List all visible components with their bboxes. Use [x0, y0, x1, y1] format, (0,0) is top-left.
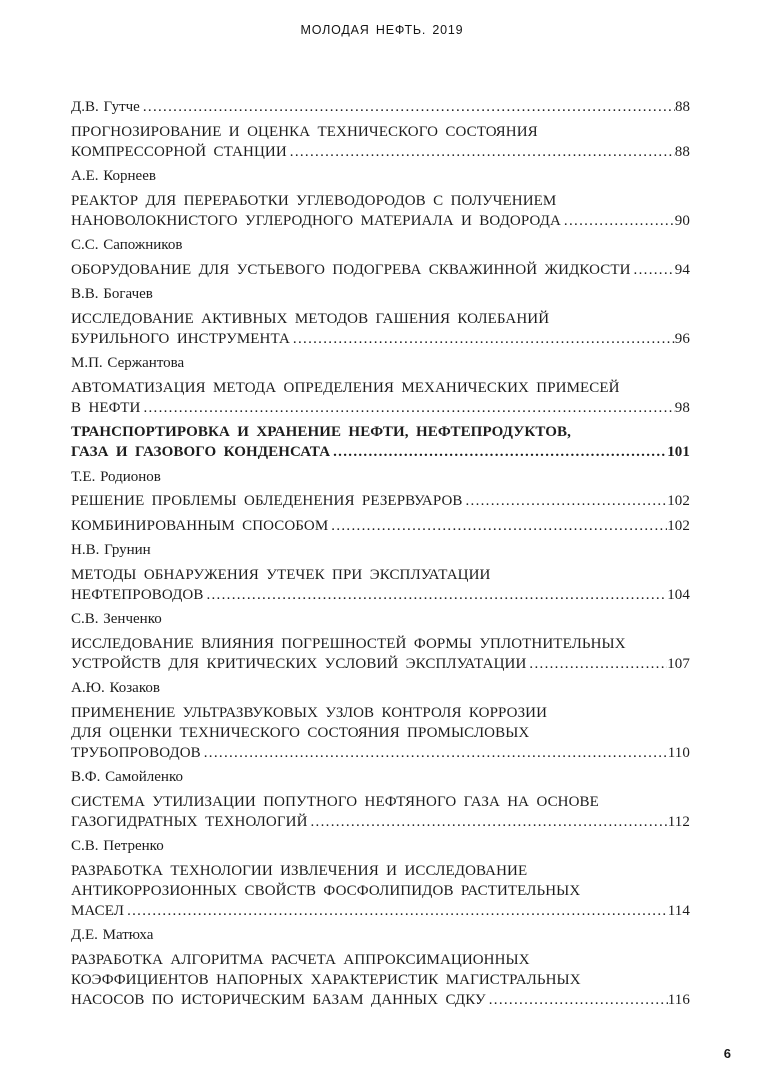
dot-leader: [206, 585, 667, 605]
dot-leader: [564, 211, 675, 231]
toc-entry-title: [71, 309, 690, 349]
page-number: 6: [723, 1046, 731, 1061]
page-ref: 88: [675, 99, 690, 115]
toc-line: ТРАНСПОРТИРОВКА И ХРАНЕНИЕ НЕФТИ, НЕФТЕПРОДУКТОВ,: [71, 424, 571, 440]
toc-entry-author: [71, 925, 690, 945]
toc-line: В.В. Богачев: [71, 286, 153, 302]
toc-line: [71, 812, 690, 832]
toc-line-text: ГАЗОГИДРАТНЫХ ТЕХНОЛОГИЙ: [71, 813, 308, 830]
toc-line: ПРОГНОЗИРОВАНИЕ И ОЦЕНКА ТЕХНИЧЕСКОГО СОСТОЯНИЯ: [71, 123, 538, 140]
toc-line: [71, 491, 690, 511]
page-ref: 94: [674, 261, 690, 278]
page-ref: 101: [667, 444, 690, 460]
toc-line: [71, 585, 690, 605]
toc-entry-author: [71, 467, 690, 487]
toc-line: ИССЛЕДОВАНИЕ АКТИВНЫХ МЕТОДОВ ГАШЕНИЯ КОЛЕБАНИЙ: [71, 310, 550, 327]
toc-line: [71, 398, 690, 418]
toc-line-text: НАСОСОВ ПО ИСТОРИЧЕСКИМ БАЗАМ ДАННЫХ СДКУ: [71, 991, 486, 1008]
page-ref: 107: [667, 655, 690, 672]
toc-line: РЕАКТОР ДЛЯ ПЕРЕРАБОТКИ УГЛЕВОДОРОДОВ С ПОЛУЧЕНИЕМ: [71, 192, 557, 209]
dot-leader: [489, 990, 668, 1010]
page-ref: 112: [667, 813, 690, 830]
page-ref: 96: [674, 330, 690, 347]
toc-line: КОЭФФИЦИЕНТОВ НАПОРНЫХ ХАРАКТЕРИСТИК МАГИСТРАЛЬНЫХ: [71, 971, 581, 988]
toc-line-text: ОБОРУДОВАНИЕ ДЛЯ УСТЬЕВОГО ПОДОГРЕВА СКВАЖИННОЙ ЖИДКОСТИ: [71, 261, 631, 278]
toc-entry-title: [71, 950, 690, 1010]
toc-entry-title: [71, 378, 690, 418]
toc-line: С.С. Сапожников: [71, 237, 183, 253]
toc-line: ПРИМЕНЕНИЕ УЛЬТРАЗВУКОВЫХ УЗЛОВ КОНТРОЛЯ КОРРОЗИИ: [71, 704, 548, 721]
toc-entry-author: [71, 97, 690, 117]
toc-line: Н.В. Грунин: [71, 542, 151, 558]
toc-entry-title: [71, 491, 690, 511]
toc-line: Т.Е. Родионов: [71, 468, 161, 485]
toc-entry-author: [71, 609, 690, 629]
table-of-contents: [71, 97, 690, 1014]
toc-line-text: БУРИЛЬНОГО ИНСТРУМЕНТА: [71, 330, 290, 347]
dot-leader: [143, 97, 675, 117]
toc-entry-author: [71, 767, 690, 787]
toc-line: [71, 142, 690, 162]
toc-entry-title: [71, 516, 690, 536]
toc-line-text: В НЕФТИ: [71, 399, 141, 416]
toc-entry-author: [71, 166, 690, 186]
toc-entry-section: [71, 422, 690, 462]
toc-line: ИССЛЕДОВАНИЕ ВЛИЯНИЯ ПОГРЕШНОСТЕЙ ФОРМЫ УПЛОТНИТЕЛЬНЫХ: [71, 635, 626, 652]
toc-entry-author: [71, 235, 690, 255]
dot-leader: [293, 329, 675, 349]
page-ref: 102: [667, 493, 690, 509]
toc-line: С.В. Петренко: [71, 838, 164, 854]
page-ref: 110: [667, 744, 690, 761]
page-ref: 116: [667, 991, 690, 1008]
dot-leader: [143, 398, 674, 418]
page-ref: 102: [667, 517, 690, 534]
toc-line-text: ГАЗА И ГАЗОВОГО КОНДЕНСАТА: [71, 444, 331, 460]
toc-line: [71, 990, 690, 1010]
toc-line: С.В. Зенченко: [71, 611, 162, 627]
toc-line: [71, 211, 690, 231]
toc-entry-title: [71, 703, 690, 763]
toc-line: М.П. Сержантова: [71, 355, 185, 371]
page-ref: 98: [674, 399, 690, 416]
dot-leader: [634, 260, 675, 280]
toc-line: МЕТОДЫ ОБНАРУЖЕНИЯ УТЕЧЕК ПРИ ЭКСПЛУАТАЦИИ: [71, 566, 491, 583]
toc-entry-title: [71, 861, 690, 921]
toc-line-text: Д.В. Гутче: [71, 99, 140, 115]
toc-line: [71, 97, 690, 117]
toc-line: [71, 654, 690, 674]
toc-line-text: УСТРОЙСТВ ДЛЯ КРИТИЧЕСКИХ УСЛОВИЙ ЭКСПЛУАТАЦИИ: [71, 655, 527, 672]
toc-line: В.Ф. Самойленко: [71, 769, 183, 785]
toc-line-text: КОМБИНИРОВАННЫМ СПОСОБОМ: [71, 517, 329, 534]
dot-leader: [290, 142, 675, 162]
toc-entry-title: [71, 260, 690, 280]
toc-line-text: ТРУБОПРОВОДОВ: [71, 744, 201, 761]
toc-entry-author: [71, 836, 690, 856]
toc-entry-title: [71, 792, 690, 832]
page-ref: 90: [674, 212, 690, 229]
page-ref: 88: [674, 143, 690, 160]
toc-line: АНТИКОРРОЗИОННЫХ СВОЙСТВ ФОСФОЛИПИДОВ РАСТИТЕЛЬНЫХ: [71, 882, 581, 899]
toc-entry-author: [71, 353, 690, 373]
toc-line: АВТОМАТИЗАЦИЯ МЕТОДА ОПРЕДЕЛЕНИЯ МЕХАНИЧЕСКИХ ПРИМЕСЕЙ: [71, 379, 620, 396]
page-ref: 114: [667, 902, 690, 919]
page-ref: 104: [667, 586, 690, 603]
toc-entry-author: [71, 540, 690, 560]
toc-line-text: НАНОВОЛОКНИСТОГО УГЛЕРОДНОГО МАТЕРИАЛА И ВОДОРОДА: [71, 212, 561, 229]
toc-line: [71, 901, 690, 921]
toc-line-text: КОМПРЕССОРНОЙ СТАНЦИИ: [71, 143, 287, 160]
toc-line: РАЗРАБОТКА ТЕХНОЛОГИИ ИЗВЛЕЧЕНИЯ И ИССЛЕДОВАНИЕ: [71, 862, 528, 879]
dot-leader: [311, 812, 668, 832]
toc-entry-author: [71, 284, 690, 304]
toc-entry-title: [71, 565, 690, 605]
dot-leader: [465, 491, 667, 511]
toc-entry-author: [71, 678, 690, 698]
toc-line: [71, 743, 690, 763]
toc-line: Д.Е. Матюха: [71, 927, 154, 943]
dot-leader: [331, 516, 667, 536]
toc-line-text: НЕФТЕПРОВОДОВ: [71, 586, 204, 603]
toc-line: [71, 260, 690, 280]
toc-line: А.Е. Корнеев: [71, 168, 156, 184]
toc-line: А.Ю. Козаков: [71, 680, 160, 696]
dot-leader: [529, 654, 667, 674]
dot-leader: [333, 442, 667, 462]
running-header: МОЛОДАЯ НЕФТЬ. 2019: [300, 23, 464, 37]
toc-line: [71, 329, 690, 349]
toc-line: [71, 516, 690, 536]
toc-entry-title: [71, 122, 690, 162]
toc-entry-title: [71, 191, 690, 231]
toc-line: СИСТЕМА УТИЛИЗАЦИИ ПОПУТНОГО НЕФТЯНОГО ГАЗА НА ОСНОВЕ: [71, 793, 599, 810]
dot-leader: [127, 901, 668, 921]
toc-line-text: РЕШЕНИЕ ПРОБЛЕМЫ ОБЛЕДЕНЕНИЯ РЕЗЕРВУАРОВ: [71, 493, 463, 509]
toc-entry-title: [71, 634, 690, 674]
toc-line-text: МАСЕЛ: [71, 902, 125, 919]
dot-leader: [204, 743, 668, 763]
toc-line: РАЗРАБОТКА АЛГОРИТМА РАСЧЕТА АППРОКСИМАЦИОННЫХ: [71, 951, 530, 968]
toc-line: ДЛЯ ОЦЕНКИ ТЕХНИЧЕСКОГО СОСТОЯНИЯ ПРОМЫСЛОВЫХ: [71, 724, 530, 741]
toc-line: [71, 442, 690, 462]
